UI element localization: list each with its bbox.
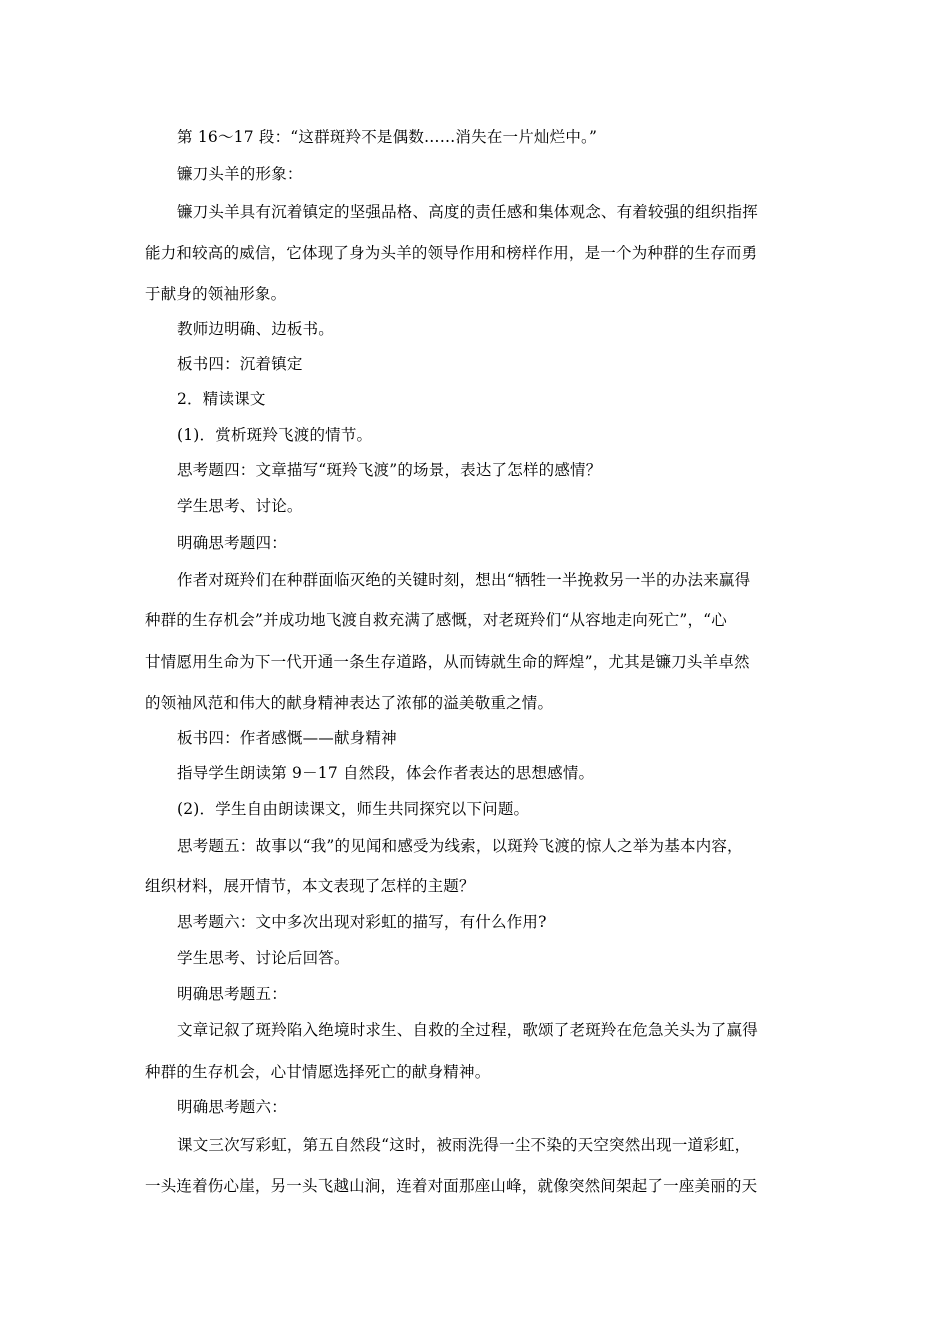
text-line: 指导学生朗读第 9－17 自然段，体会作者表达的思想感情。 xyxy=(177,764,595,782)
text-line: (2)．学生自由朗读课文，师生共同探究以下问题。 xyxy=(177,800,530,818)
text-line: 作者对斑羚们在种群面临灭绝的关键时刻，想出“牺牲一半挽救另一半的办法来赢得 xyxy=(177,571,751,589)
text-line: 学生思考、讨论后回答。 xyxy=(177,949,350,967)
text-line: 文章记叙了斑羚陷入绝境时求生、自救的全过程，歌颂了老斑羚在危急关头为了赢得 xyxy=(177,1021,758,1039)
text-line: 学生思考、讨论。 xyxy=(177,497,303,515)
text-line: 镰刀头羊的形象： xyxy=(177,165,303,183)
text-line: 第 16～17 段：“这群斑羚不是偶数……消失在一片灿烂中。” xyxy=(177,128,598,146)
text-line: 板书四：沉着镇定 xyxy=(177,355,303,373)
text-line: 种群的生存机会”并成功地飞渡自救充满了感慨，对老斑羚们“从容地走向死亡”，“心 xyxy=(145,611,727,629)
text-line: 思考题五：故事以“我”的见闻和感受为线索，以斑羚飞渡的惊人之举为基本内容， xyxy=(177,837,743,855)
text-line: 甘情愿用生命为下一代开通一条生存道路，从而铸就生命的辉煌”，尤其是镰刀头羊卓然 xyxy=(145,653,750,671)
text-line: 课文三次写彩虹，第五自然段“这时，被雨洗得一尘不染的天空突然出现一道彩虹， xyxy=(177,1136,751,1154)
text-line: 教师边明确、边板书。 xyxy=(177,320,335,338)
text-line: 明确思考题四： xyxy=(177,534,287,552)
text-line: 明确思考题五： xyxy=(177,985,287,1003)
text-line: 组织材料，展开情节，本文表现了怎样的主题？ xyxy=(145,877,475,895)
text-line: 于献身的领袖形象。 xyxy=(145,285,287,303)
text-line: 镰刀头羊具有沉着镇定的坚强品格、高度的责任感和集体观念、有着较强的组织指挥 xyxy=(177,203,758,221)
text-line: 板书四：作者感慨——献身精神 xyxy=(177,729,397,747)
text-line: 思考题六：文中多次出现对彩虹的描写，有什么作用? xyxy=(177,913,547,931)
text-line: 思考题四：文章描写“斑羚飞渡”的场景，表达了怎样的感情？ xyxy=(177,461,602,479)
text-line: 种群的生存机会，心甘情愿选择死亡的献身精神。 xyxy=(145,1063,491,1081)
text-line: 明确思考题六： xyxy=(177,1098,287,1116)
text-line: 2．精读课文 xyxy=(177,390,266,408)
text-line: 的领袖风范和伟大的献身精神表达了浓郁的溢美敬重之情。 xyxy=(145,694,554,712)
text-line: 能力和较高的威信，它体现了身为头羊的领导作用和榜样作用，是一个为种群的生存而勇 xyxy=(145,244,758,262)
text-line: 一头连着伤心崖，另一头飞越山涧，连着对面那座山峰，就像突然间架起了一座美丽的天 xyxy=(145,1177,758,1195)
text-line: (1)．赏析斑羚飞渡的情节。 xyxy=(177,426,373,444)
